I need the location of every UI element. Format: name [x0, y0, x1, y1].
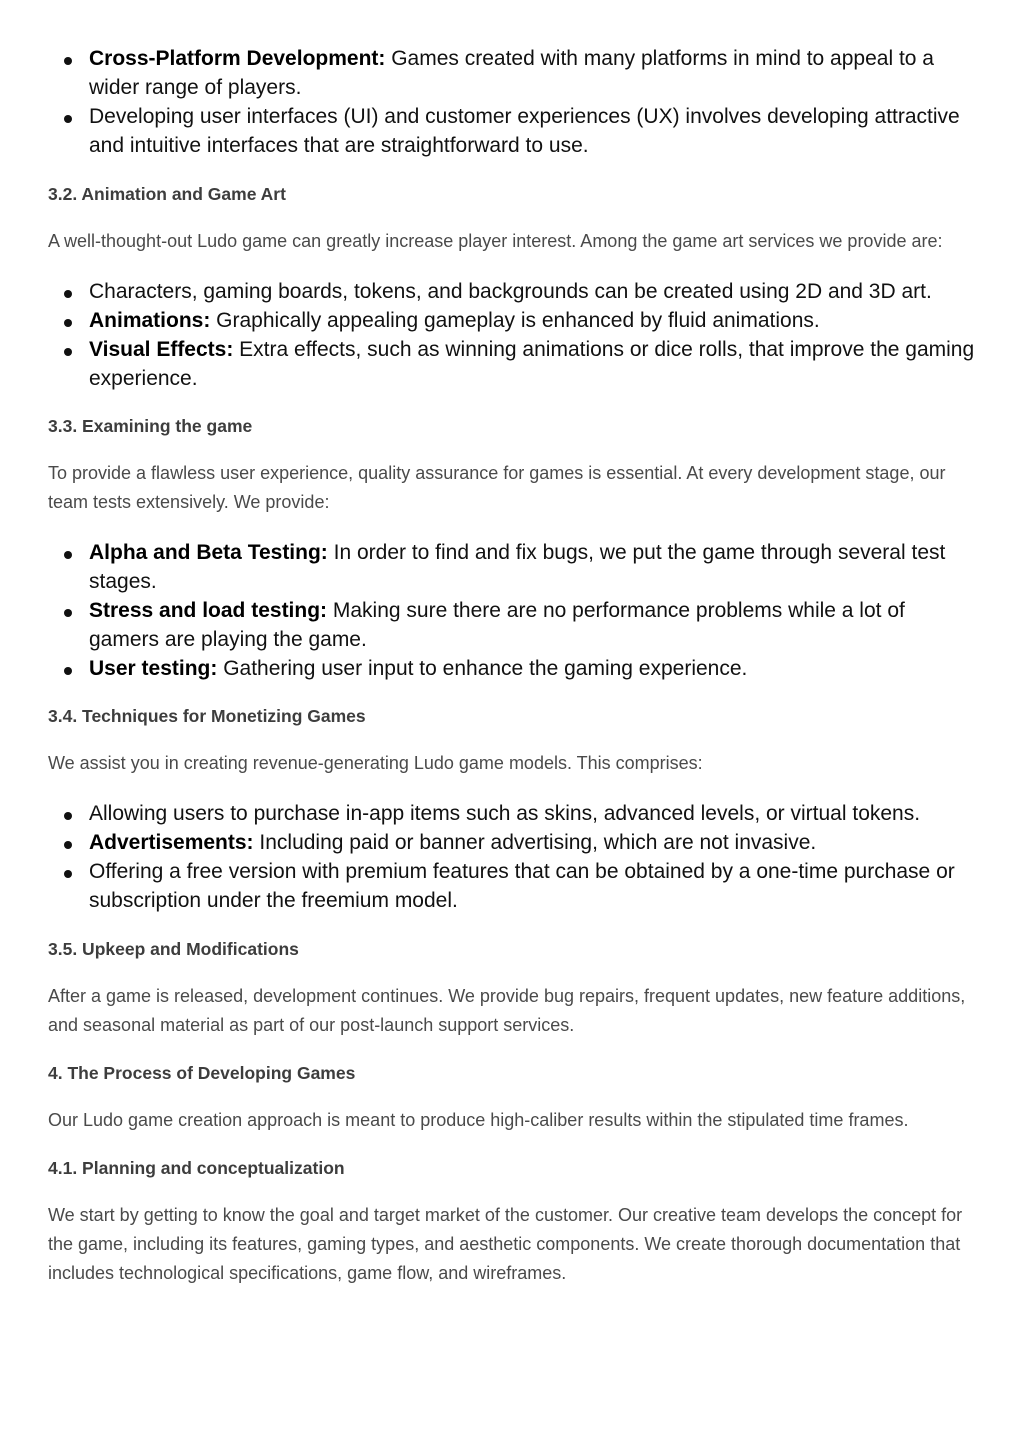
- section-intro-4-1: We start by getting to know the goal and target market of the customer. Our creative team develops the concept for the game, including its features, gaming types, and aesthetic components. We create thorough documentation that includes technological specifications, game flow, and wireframes.: [48, 1205, 963, 1283]
- list-item-text: Games created with many platforms in mind to appeal to a wider range of players.: [89, 47, 934, 99]
- list-item: [48, 828, 978, 857]
- list-item-term: Advertisements:: [89, 831, 254, 854]
- list-item: [48, 799, 978, 828]
- list-item: [48, 857, 978, 915]
- list-item: [48, 306, 978, 335]
- list-item-text: Developing user interfaces (UI) and customer experiences (UX) involves developing attractive and intuitive interfaces that are straightforward to use.: [89, 105, 960, 157]
- list-item-text: Extra effects, such as winning animations or dice rolls, that improve the gaming experience.: [89, 338, 975, 390]
- section-intro-3-2: A well-thought-out Ludo game can greatly increase player interest. Among the game art services we provide are:: [48, 231, 943, 251]
- list-item-text: Including paid or banner advertising, which are not invasive.: [253, 831, 817, 854]
- list-item-text: Offering a free version with premium features that can be obtained by a one-time purchase or subscription under the freemium model.: [89, 860, 955, 912]
- list-item-text: Making sure there are no performance problems while a lot of gamers are playing the game.: [89, 599, 905, 651]
- section-heading-3-5: 3.5. Upkeep and Modifications: [48, 939, 299, 959]
- section-heading-4: 4. The Process of Developing Games: [48, 1063, 356, 1083]
- section-heading-3-3: 3.3. Examining the game: [48, 416, 253, 436]
- list-item-text: In order to find and fix bugs, we put the game through several test stages.: [89, 541, 946, 593]
- section-heading-4-1: 4.1. Planning and conceptualization: [48, 1158, 345, 1178]
- section-heading-3-2: 3.2. Animation and Game Art: [48, 184, 286, 204]
- list-item-text: Allowing users to purchase in-app items such as skins, advanced levels, or virtual tokens.: [89, 802, 921, 825]
- list-item: [48, 596, 978, 654]
- list-item-text: Gathering user input to enhance the gaming experience.: [217, 657, 748, 680]
- list-item: [48, 654, 978, 683]
- section-intro-3-3: To provide a flawless user experience, quality assurance for games is essential. At every development stage, our team tests extensively. We provide:: [48, 463, 946, 512]
- list-item: [48, 335, 978, 393]
- testing-list: [48, 538, 978, 683]
- list-item-term: Alpha and Beta Testing:: [89, 541, 328, 564]
- list-item: [48, 44, 978, 102]
- section-intro-3-4: We assist you in creating revenue-generating Ludo game models. This comprises:: [48, 753, 703, 773]
- section-heading-3-4: 3.4. Techniques for Monetizing Games: [48, 706, 366, 726]
- list-item-text: Graphically appealing gameplay is enhanced by fluid animations.: [210, 309, 820, 332]
- document-page: [48, 44, 978, 1288]
- list-item-term: Stress and load testing:: [89, 599, 328, 622]
- list-item-term: Visual Effects:: [89, 338, 234, 361]
- feature-list-top: [48, 44, 978, 160]
- art-services-list: [48, 277, 978, 393]
- list-item: [48, 277, 978, 306]
- list-item-term: Cross-Platform Development:: [89, 47, 386, 70]
- section-intro-3-5: After a game is released, development continues. We provide bug repairs, frequent updates, new feature additions, and seasonal material as part of our post-launch support services.: [48, 986, 966, 1035]
- list-item: [48, 102, 978, 160]
- list-item-term: Animations:: [89, 309, 211, 332]
- list-item: [48, 538, 978, 596]
- list-item-text: Characters, gaming boards, tokens, and backgrounds can be created using 2D and 3D art.: [89, 280, 932, 303]
- monetization-list: [48, 799, 978, 915]
- section-intro-4: Our Ludo game creation approach is meant to produce high-caliber results within the stipulated time frames.: [48, 1110, 909, 1130]
- list-item-term: User testing:: [89, 657, 218, 680]
